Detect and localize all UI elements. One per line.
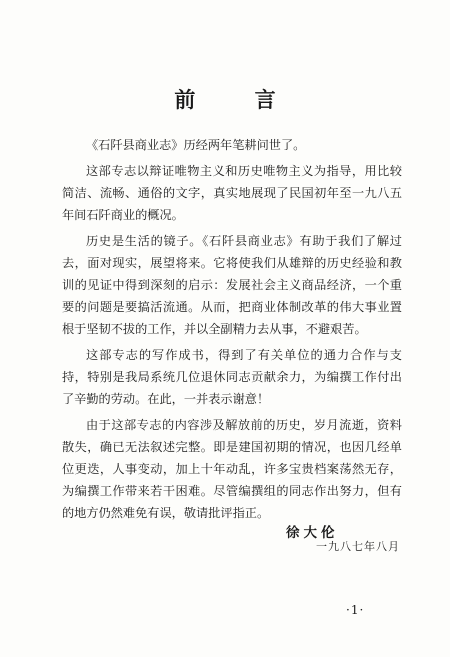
preface-body bbox=[62, 134, 402, 528]
page-number: ·1· bbox=[346, 603, 365, 617]
paragraph-4: 这部专志的写作成书，得到了有关单位的通力合作与支持，特别是我局系统几位退休同志贡献余力，为编撰工作付出了辛勤的劳动。在此，一并表示谢意！ bbox=[62, 348, 402, 406]
paragraph-1: 《石阡县商业志》历经两年笔耕问世了。 bbox=[86, 138, 306, 152]
signature-date: 一九八七年八月 bbox=[316, 540, 400, 553]
paragraph-5: 由于这部专志的内容涉及解放前的历史，岁月流逝，资料散失，确已无法叙述完整。即是建国初期的情况，也因几经单位更迭，人事变动，加上十年动乱，许多宝贵档案荡然无存，为编撰工作带来若干困难。尽管编撰组的同志作出努力，但有的地方仍然难免有误，敬请批评指正。 bbox=[62, 418, 402, 520]
page-title: 前 言 bbox=[174, 87, 302, 112]
paragraph-2: 这部专志以辩证唯物主义和历史唯物主义为指导，用比较简洁、流畅、通俗的文字，真实地展现了民国初年至一九八五年间石阡商业的概况。 bbox=[62, 164, 402, 222]
paragraph-3: 历史是生活的镜子。《石阡县商业志》有助于我们了解过去，面对现实，展望将来。它将使我们从雄辩的历史经验和教训的见证中得到深刻的启示：发展社会主义商品经济，一个重要的问题是要搞活流通。从而，把商业体制改革的伟大事业置根于坚韧不拔的工作，并以全副精力去从事，不避艰苦。 bbox=[62, 234, 402, 336]
author-signature: 徐大伦 bbox=[286, 525, 339, 541]
